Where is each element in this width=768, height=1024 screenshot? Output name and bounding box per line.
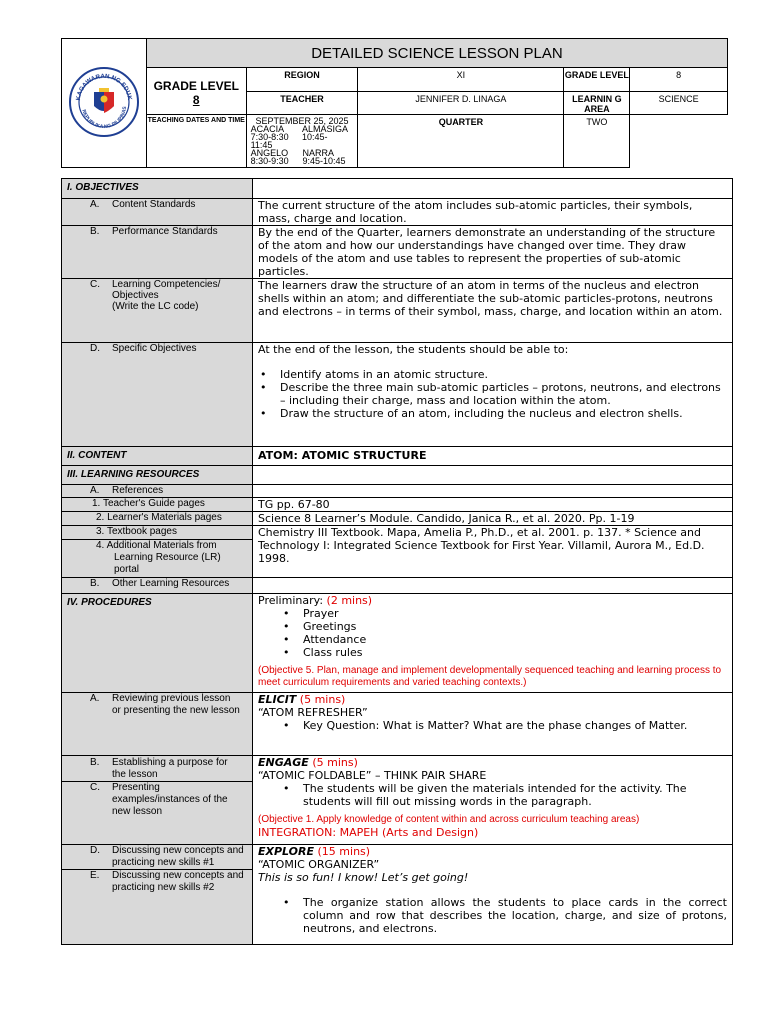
other-resources-cell: [62, 578, 253, 594]
reviewing-lesson-marker: A.: [90, 693, 100, 704]
preliminary-time: (2 mins): [326, 594, 373, 607]
elicit-list: [258, 719, 727, 732]
textbook-pages-value: Chemistry III Textbook. Mapa, Amelia P., Ph.D., et al. 2001. p. 137. * Science and Technology I: Integrated Science Textbook for First Year. Villamil, Aurora M., Ed.D. 1998.: [253, 526, 733, 578]
list-item: • Draw the structure of an atom, including the nucleus and electron shells.: [280, 407, 727, 420]
schedule-almasiga: ALMASIGA 10:45-: [302, 124, 348, 142]
resources-heading-cell: [62, 466, 253, 485]
teaching-date: SEPTEMBER 25, 2025: [255, 116, 349, 126]
list-item: • Key Question: What is Matter? What are the phase changes of Matter.: [303, 719, 727, 732]
presenting-examples-label: Presenting examples/instances of the new lesson: [112, 782, 228, 817]
teachers-guide-label: 1. Teacher's Guide pages: [92, 498, 205, 509]
explore-list: [258, 896, 727, 935]
teachers-guide-cell: [62, 498, 253, 512]
lr-label: Learning Resource (LR): [114, 552, 221, 563]
schedule-cell: [246, 115, 358, 168]
discussing-concepts-2-marker: E.: [90, 870, 100, 881]
references-blank: [253, 485, 733, 498]
region-label: REGION: [246, 68, 358, 92]
other-resources-blank: [253, 578, 733, 594]
content-value: ATOM: ATOMIC STRUCTURE: [253, 447, 733, 466]
textbook-pages-cell: [62, 526, 253, 540]
engage-content: [253, 756, 733, 845]
quarter-value: TWO: [564, 115, 630, 168]
engage-time: (5 mins): [312, 756, 358, 769]
grade-label: GRADE LEVEL: [564, 68, 630, 92]
presenting-examples-marker: C.: [90, 782, 100, 793]
resources-heading: III. LEARNING RESOURCES: [67, 469, 200, 480]
learners-materials-label: 2. Learner's Materials pages: [96, 512, 222, 523]
specific-objectives-marker: D.: [90, 343, 100, 354]
learners-materials-value: Science 8 Learner’s Module. Candido, Janica R., et al. 2020. Pp. 1-19: [253, 512, 733, 526]
list-item: • Identify atoms in an atomic structure.: [280, 368, 727, 381]
lesson-plan-title: DETAILED SCIENCE LESSON PLAN: [146, 39, 727, 68]
list-item: • Describe the three main sub-atomic particles – protons, neutrons, and electrons – including their charge, mass and location within the atom.: [280, 381, 727, 407]
elicit-label: ELICIT: [258, 693, 297, 706]
textbook-pages-label: 3. Textbook pages: [96, 526, 177, 537]
specific-objectives-intro: At the end of the lesson, the students should be able to:: [258, 343, 569, 356]
content-standards-marker: A.: [90, 199, 100, 210]
preliminary-content: [253, 594, 733, 693]
lc-code-label: (Write the LC code): [112, 301, 199, 312]
teachers-guide-value: TG pp. 67-80: [253, 498, 733, 512]
elicit-time: (5 mins): [299, 693, 346, 706]
references-cell: [62, 485, 253, 498]
integration-note: INTEGRATION: MAPEH (Arts and Design): [258, 826, 479, 839]
learning-competencies-text: The learners draw the structure of an atom in terms of the nucleus and electron shells within an atom; and differentiate the sub-atomic particles-protons, neutrons and electrons – in terms of their symbol, mass, charge, and location within an atom.: [253, 279, 733, 343]
grade-value: 8: [630, 68, 728, 92]
schedule-angelo: ANGELO 8:30-9:30: [250, 148, 289, 166]
learning-competencies-cell: [62, 279, 253, 343]
deped-seal-logo: [68, 66, 140, 138]
deped-seal-cell: [62, 39, 147, 168]
discussing-concepts-1-label: Discussing new concepts and practicing new skills #1: [112, 845, 244, 868]
other-resources-marker: B.: [90, 578, 100, 589]
discussing-concepts-1-cell: [62, 845, 253, 870]
establishing-purpose-marker: B.: [90, 757, 100, 768]
specific-objectives-content: [253, 343, 733, 447]
discussing-concepts-2-cell: [62, 870, 253, 945]
lesson-plan-table: [61, 178, 733, 945]
preliminary-label: Preliminary:: [258, 594, 324, 607]
teacher-value: JENNIFER D. LINAGA: [358, 92, 564, 115]
engage-label: ENGAGE: [258, 756, 309, 769]
content-heading: II. CONTENT: [67, 450, 127, 461]
elicit-title: “ATOM REFRESHER”: [258, 706, 368, 719]
content-standards-text: The current structure of the atom includes sub-atomic particles, their symbols, mass, charge and location.: [253, 199, 733, 226]
content-standards-cell: [62, 199, 253, 226]
teacher-label: TEACHER: [246, 92, 358, 115]
procedures-heading: IV. PROCEDURES: [67, 597, 152, 608]
establishing-purpose-label: Establishing a purpose for the lesson: [112, 757, 228, 780]
discussing-concepts-2-label: Discussing new concepts and practicing new skills #2: [112, 870, 244, 893]
reviewing-lesson-label: Reviewing previous lesson or presenting the new lesson: [112, 693, 240, 716]
objectives-heading-blank: [253, 179, 733, 199]
learners-materials-cell: [62, 512, 253, 526]
specific-objectives-list: [258, 368, 727, 420]
portal-label: portal: [114, 564, 140, 575]
preliminary-list: [258, 607, 727, 659]
establishing-purpose-cell: [62, 756, 253, 782]
engage-title: “ATOMIC FOLDABLE” – THINK PAIR SHARE: [258, 769, 487, 782]
objectives-heading: I. OBJECTIVES: [67, 182, 139, 193]
additional-materials-cell: [62, 540, 253, 578]
content-heading-cell: [62, 447, 253, 466]
learning-area-value: SCIENCE: [630, 92, 728, 115]
other-resources-label: Other Learning Resources: [112, 578, 230, 589]
elicit-content: [253, 693, 733, 756]
specific-objectives-cell: [62, 343, 253, 447]
objectives-heading-cell: [62, 179, 253, 199]
presenting-examples-cell: [62, 782, 253, 845]
performance-standards-label: Performance Standards: [112, 226, 218, 237]
learning-area-label: LEARNIN G AREA: [564, 92, 630, 115]
seal-ring-text: KAGAWARAN NG EDUK: [74, 72, 133, 101]
schedule-almasiga-end: 11:45: [250, 140, 273, 150]
list-item: • The students will be given the materials intended for the activity. The students will fill out missing words in the paragraph.: [303, 782, 727, 808]
references-label: References: [112, 485, 164, 496]
schedule-acacia: ACACIA 7:30-8:30: [250, 124, 289, 142]
objective-5-note: (Objective 5. Plan, manage and implement developmentally sequenced teaching and learning process to meet curriculum requirements and varied teaching contexts.): [258, 665, 722, 688]
explore-time: (15 mins): [317, 845, 371, 858]
schedule-narra: NARRA 9:45-10:45: [302, 148, 346, 166]
performance-standards-cell: [62, 226, 253, 279]
learning-competencies-marker: C.: [90, 279, 100, 290]
explore-label: EXPLORE: [258, 845, 315, 858]
grade-level-cell: [146, 68, 246, 115]
references-marker: A.: [90, 485, 100, 496]
region-value: XI: [358, 68, 564, 92]
list-item: • The organize station allows the students to place cards in the correct column and row that describes the location, charge, and size of protons, neutrons, and electrons.: [303, 896, 727, 935]
learning-competencies-label: Learning Competencies/ Objectives: [112, 279, 221, 301]
discussing-concepts-1-marker: D.: [90, 845, 100, 856]
explore-fun-text: This is so fun! I know! Let’s get going!: [258, 871, 469, 884]
grade-level-label: GRADE LEVEL: [153, 79, 239, 93]
performance-standards-marker: B.: [90, 226, 100, 237]
explore-content: [253, 845, 733, 945]
engage-list: [258, 782, 727, 808]
objective-1-note: (Objective 1. Apply knowledge of content within and across curriculum teaching areas): [258, 814, 640, 825]
performance-standards-text: By the end of the Quarter, learners demonstrate an understanding of the structure of the atom and how our understandings have changed over time. They draw models of the atom and use tables to represent the properties of sub-atomic particles.: [253, 226, 733, 279]
specific-objectives-label: Specific Objectives: [112, 343, 197, 354]
explore-title: “ATOMIC ORGANIZER”: [258, 858, 380, 871]
list-item: • Greetings: [303, 620, 727, 633]
header-table: [61, 38, 728, 168]
grade-level-value: 8: [192, 93, 200, 107]
resources-heading-blank: [253, 466, 733, 485]
list-item: • Class rules: [303, 646, 727, 659]
list-item: • Prayer: [303, 607, 727, 620]
seal-bottom-text: REPUBLIKA NG PILIPINAS: [80, 106, 128, 131]
reviewing-lesson-cell: [62, 693, 253, 756]
additional-materials-label: 4. Additional Materials from: [96, 540, 217, 551]
quarter-label: QUARTER: [358, 115, 564, 168]
teaching-dates-label: TEACHING DATES AND TIME: [146, 115, 246, 168]
content-standards-label: Content Standards: [112, 199, 196, 210]
list-item: • Attendance: [303, 633, 727, 646]
procedures-heading-cell: [62, 594, 253, 693]
